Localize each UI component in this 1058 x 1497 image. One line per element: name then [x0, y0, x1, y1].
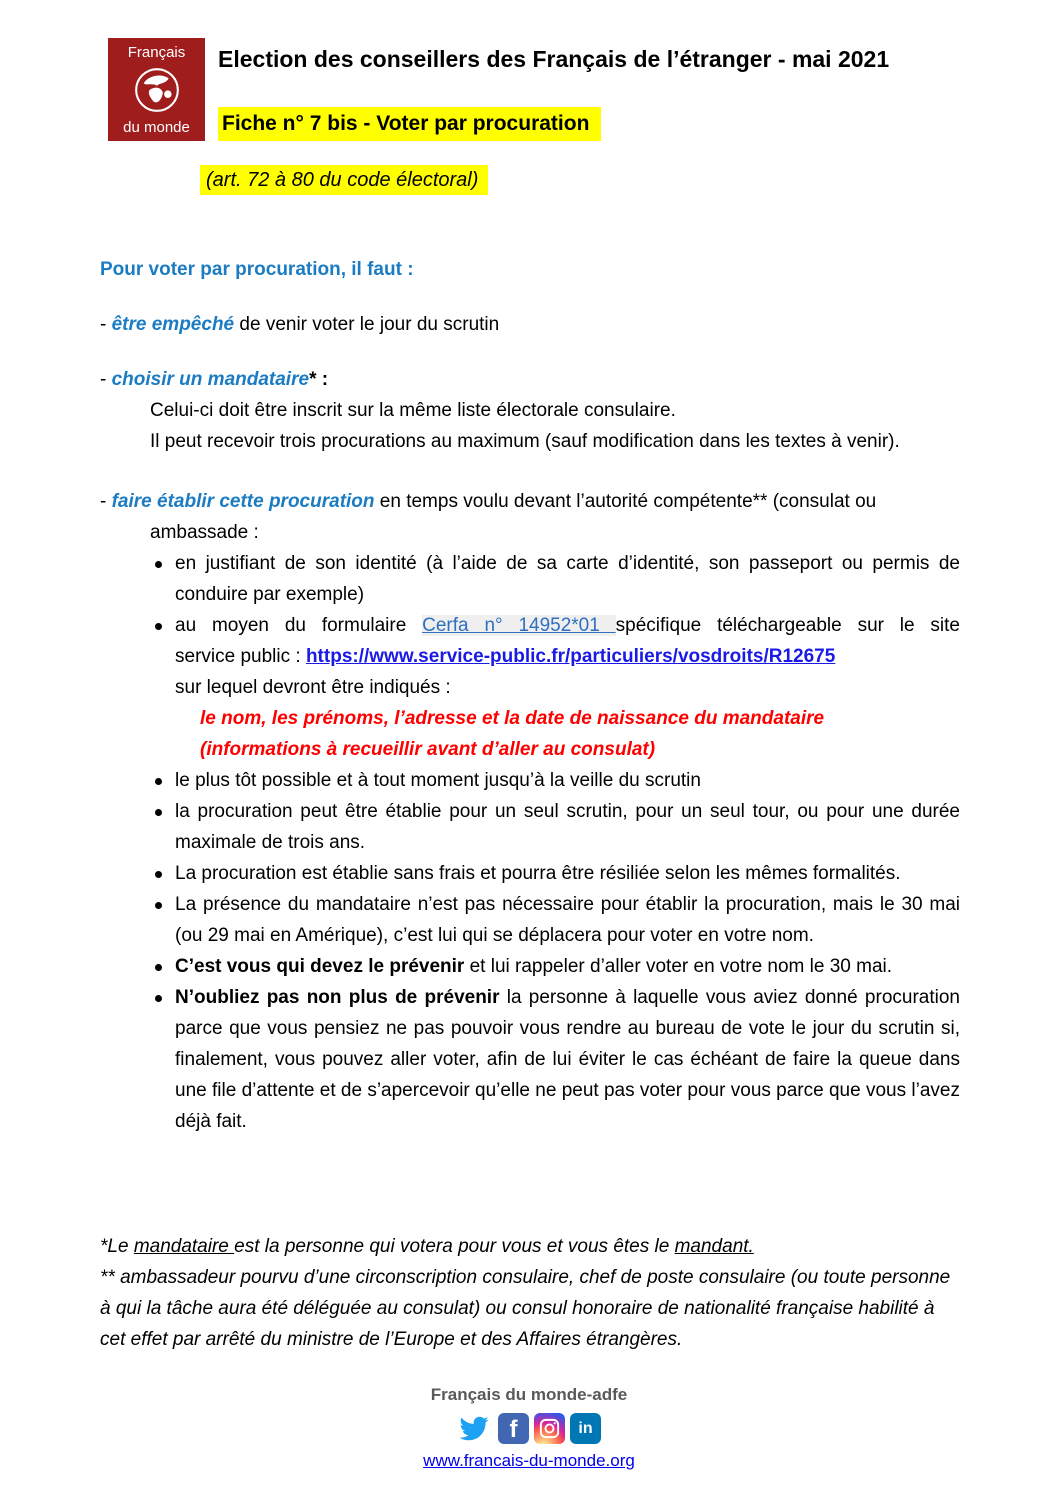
underlined-term: mandataire	[133, 1236, 235, 1257]
footnote-mandataire	[100, 1231, 960, 1262]
condition-subline: Celui-ci doit être inscrit sur la même liste électorale consulaire.	[150, 400, 676, 421]
condition-faire-etablir	[100, 486, 960, 548]
fiche-heading: Fiche n° 7 bis - Voter par procuration	[218, 107, 601, 141]
red-notice-line: (informations à recueillir avant d’aller au consulat)	[200, 739, 656, 760]
footnote-text: *Le	[100, 1236, 134, 1257]
formulaire-line-2	[175, 641, 960, 672]
logo-text-top: Français	[127, 44, 186, 61]
list-item-noubliez	[175, 982, 960, 1137]
procuration-bullet-list	[100, 548, 960, 1137]
line-text: spécifique téléchargeable sur le site	[615, 615, 960, 636]
globe-icon	[132, 65, 182, 115]
footnote-ambassadeur: ** ambassadeur pourvu d’une circonscription consulaire, chef de poste consulaire (ou toute personne à qui la tâche aura été déléguée au consulat) ou consul honoraire de nationalité française habilité à cet effet par arrêté du ministre de l’Europe et des Affaires étrangères.	[100, 1267, 951, 1350]
condition-choisir-mandataire	[100, 364, 960, 457]
line-text: la personne à laquelle vous aviez donné procuration parce que vous pensiez ne pas pouvoir vous rendre au bureau de vote le jour du scrutin si, finalement, vous pouvez aller voter, afin de lui éviter le cas échéant de faire la queue dans une file d’attente et de s’apercevoir qu’elle ne peut pas voter pour vous parce que vous l’avez déjà fait.	[175, 987, 960, 1132]
bold-segment: N’oubliez pas non plus de prévenir	[175, 987, 500, 1008]
dash-prefix: -	[100, 314, 112, 335]
document-header	[206, 0, 1058, 196]
page-title: Election des conseillers des Français de l’étranger - mai 2021	[218, 46, 890, 72]
formulaire-line-1	[175, 610, 960, 641]
list-item: le plus tôt possible et à tout moment jusqu’à la veille du scrutin	[175, 765, 960, 796]
bold-segment: C’est vous qui devez le prévenir	[175, 956, 465, 977]
logo-text-bottom: du monde	[123, 119, 190, 136]
document-body	[100, 254, 960, 1355]
website-link[interactable]: www.francais-du-monde.org	[423, 1451, 635, 1470]
dash-prefix: -	[100, 369, 112, 390]
condition-text: de venir voter le jour du scrutin	[234, 314, 500, 335]
condition-lead: être empêché	[111, 314, 235, 335]
condition-text: en temps voulu devant l’autorité compétente** (consulat ou	[374, 491, 877, 512]
condition-lead: faire établir cette procuration	[111, 491, 375, 512]
list-item-formulaire	[175, 610, 960, 765]
cerfa-link[interactable]: Cerfa n° 14952*01	[422, 615, 616, 636]
social-icons-row	[0, 1411, 1058, 1445]
service-public-link[interactable]: https://www.service-public.fr/particuliers/vosdroits/R12675	[305, 646, 836, 667]
list-item: la procuration peut être établie pour un seul scrutin, pour un seul tour, ou pour une durée maximale de trois ans.	[175, 796, 960, 858]
formulaire-line-3: sur lequel devront être indiqués :	[175, 677, 451, 698]
list-item-prevenir	[175, 951, 960, 982]
line-text: et lui rappeler d’aller voter en votre nom le 30 mai.	[464, 956, 893, 977]
twitter-icon[interactable]	[457, 1413, 493, 1443]
red-notice	[200, 703, 960, 765]
facebook-icon[interactable]: f	[498, 1413, 529, 1444]
footnote-text: est la personne qui votera pour vous et vous êtes le	[234, 1236, 675, 1257]
instagram-icon[interactable]	[534, 1413, 565, 1444]
document-footer	[0, 1385, 1058, 1476]
list-item: La présence du mandataire n’est pas nécessaire pour établir la procuration, mais le 30 mai (ou 29 mai en Amérique), c’est lui qui se déplacera pour voter en votre nom.	[175, 889, 960, 951]
condition-suffix: * :	[309, 369, 329, 390]
condition-subline: Il peut recevoir trois procurations au maximum (sauf modification dans les textes à venir).	[150, 431, 900, 452]
dash-prefix: -	[100, 491, 112, 512]
article-reference: (art. 72 à 80 du code électoral)	[200, 165, 488, 195]
linkedin-icon[interactable]: in	[570, 1413, 601, 1444]
line-text: service public :	[175, 646, 306, 667]
underlined-term: mandant.	[674, 1236, 754, 1257]
list-item: La procuration est établie sans frais et pourra être résiliée selon les mêmes formalités.	[175, 858, 960, 889]
footer-title: Français du monde-adfe	[430, 1385, 628, 1404]
condition-etre-empeche	[100, 309, 960, 340]
footnotes	[100, 1231, 960, 1355]
condition-line	[100, 486, 960, 517]
condition-line	[100, 364, 960, 395]
red-notice-line: le nom, les prénoms, l’adresse et la date de naissance du mandataire	[200, 708, 825, 729]
intro-heading: Pour voter par procuration, il faut :	[100, 259, 414, 280]
condition-subline: ambassade :	[150, 522, 259, 543]
condition-lead: choisir un mandataire	[111, 369, 310, 390]
francais-du-monde-logo	[108, 38, 205, 141]
line-text: au moyen du formulaire	[175, 615, 423, 636]
list-item: en justifiant de son identité (à l’aide de sa carte d’identité, son passeport ou permis de conduire par exemple)	[175, 548, 960, 610]
